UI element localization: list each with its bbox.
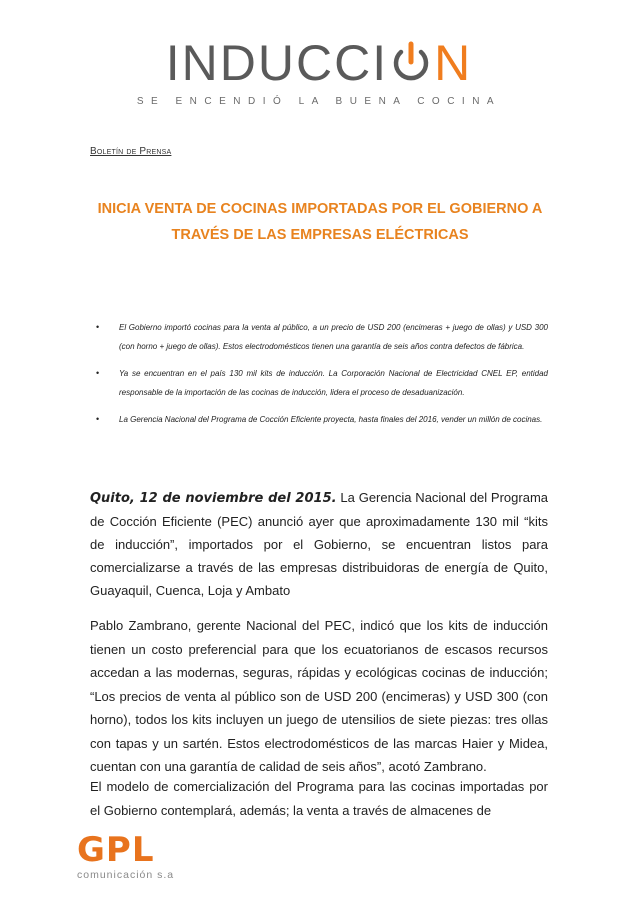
gpl-logo-subtitle: comunicación s.a <box>77 869 175 881</box>
bullet-text: La Gerencia Nacional del Programa de Cocción Eficiente proyecta, hasta finales del 2016, vender un millón de cocinas. <box>119 415 543 424</box>
logo-text-b: N <box>434 35 473 91</box>
gpl-logo-text: GPL <box>77 830 155 870</box>
logo-tagline: SE ENCENDIÓ LA BUENA COCINA <box>136 96 502 107</box>
bullet-dot-icon: • <box>96 368 100 378</box>
headline: INICIA VENTA DE COCINAS IMPORTADAS POR EL GOBIERNO A TRAVÉS DE LAS EMPRESAS ELÉCTRICAS <box>97 201 543 243</box>
paragraph-1-text: La Gerencia Nacional del Programa de Cocción Eficiente (PEC) anunció ayer que aproximadamente 130 mil “kits de inducción”, importados por el Gobierno, se encuentran listos para comercializarse a través de las empresas distribuidoras de energía de Quito, Guayaquil, Cuenca, Loja y Ambato <box>90 490 548 598</box>
bullet-item <box>90 364 548 402</box>
power-icon <box>389 38 433 88</box>
logo-text-a: INDUCCI <box>165 35 389 91</box>
summary-bullets <box>90 318 548 437</box>
logo-wordmark <box>165 35 473 91</box>
paragraph-3: El modelo de comercialización del Programa para las cocinas importadas por el Gobierno contemplará, además; la venta a través de almacenes de <box>90 779 548 818</box>
bullet-item <box>90 410 548 429</box>
induccion-logo <box>0 35 638 107</box>
bullet-item <box>90 318 548 356</box>
dateline: Quito, 12 de noviembre del 2015. <box>90 491 337 506</box>
gpl-logo <box>77 830 175 881</box>
paragraph-1 <box>90 486 548 602</box>
bullet-dot-icon: • <box>96 414 100 424</box>
paragraph-2: Pablo Zambrano, gerente Nacional del PEC, indicó que los kits de inducción tienen un costo preferencial para que los ecuatorianos de escasos recursos accedan a las modernas, seguras, rápidas y ecológicas cocinas de inducción; “Los precios de venta al público son de USD 200 (encimeras) y USD 300 (con horno), todos los kits incluyen un juego de utensilios de siete piezas: tres ollas con tapas y un sartén. Estos electrodomésticos de las marcas Haier y Midea, cuentan con una garantía de calidad de seis años”, acotó Zambrano. <box>90 618 548 774</box>
bullet-dot-icon: • <box>96 322 100 332</box>
bulletin-label: Boletín de Prensa <box>90 146 172 157</box>
bullet-text: El Gobierno importó cocinas para la venta al público, a un precio de USD 200 (encimeras + juego de ollas) y USD 300 (con horno + juego de ollas). Estos electrodomésticos tienen una garantía de seis años contra defectos de fábrica. <box>119 323 548 351</box>
bullet-text: Ya se encuentran en el país 130 mil kits de inducción. La Corporación Nacional de Electricidad CNEL EP, entidad responsable de la importación de las cocinas de inducción, lidera el proceso de desaduanización. <box>119 369 548 397</box>
